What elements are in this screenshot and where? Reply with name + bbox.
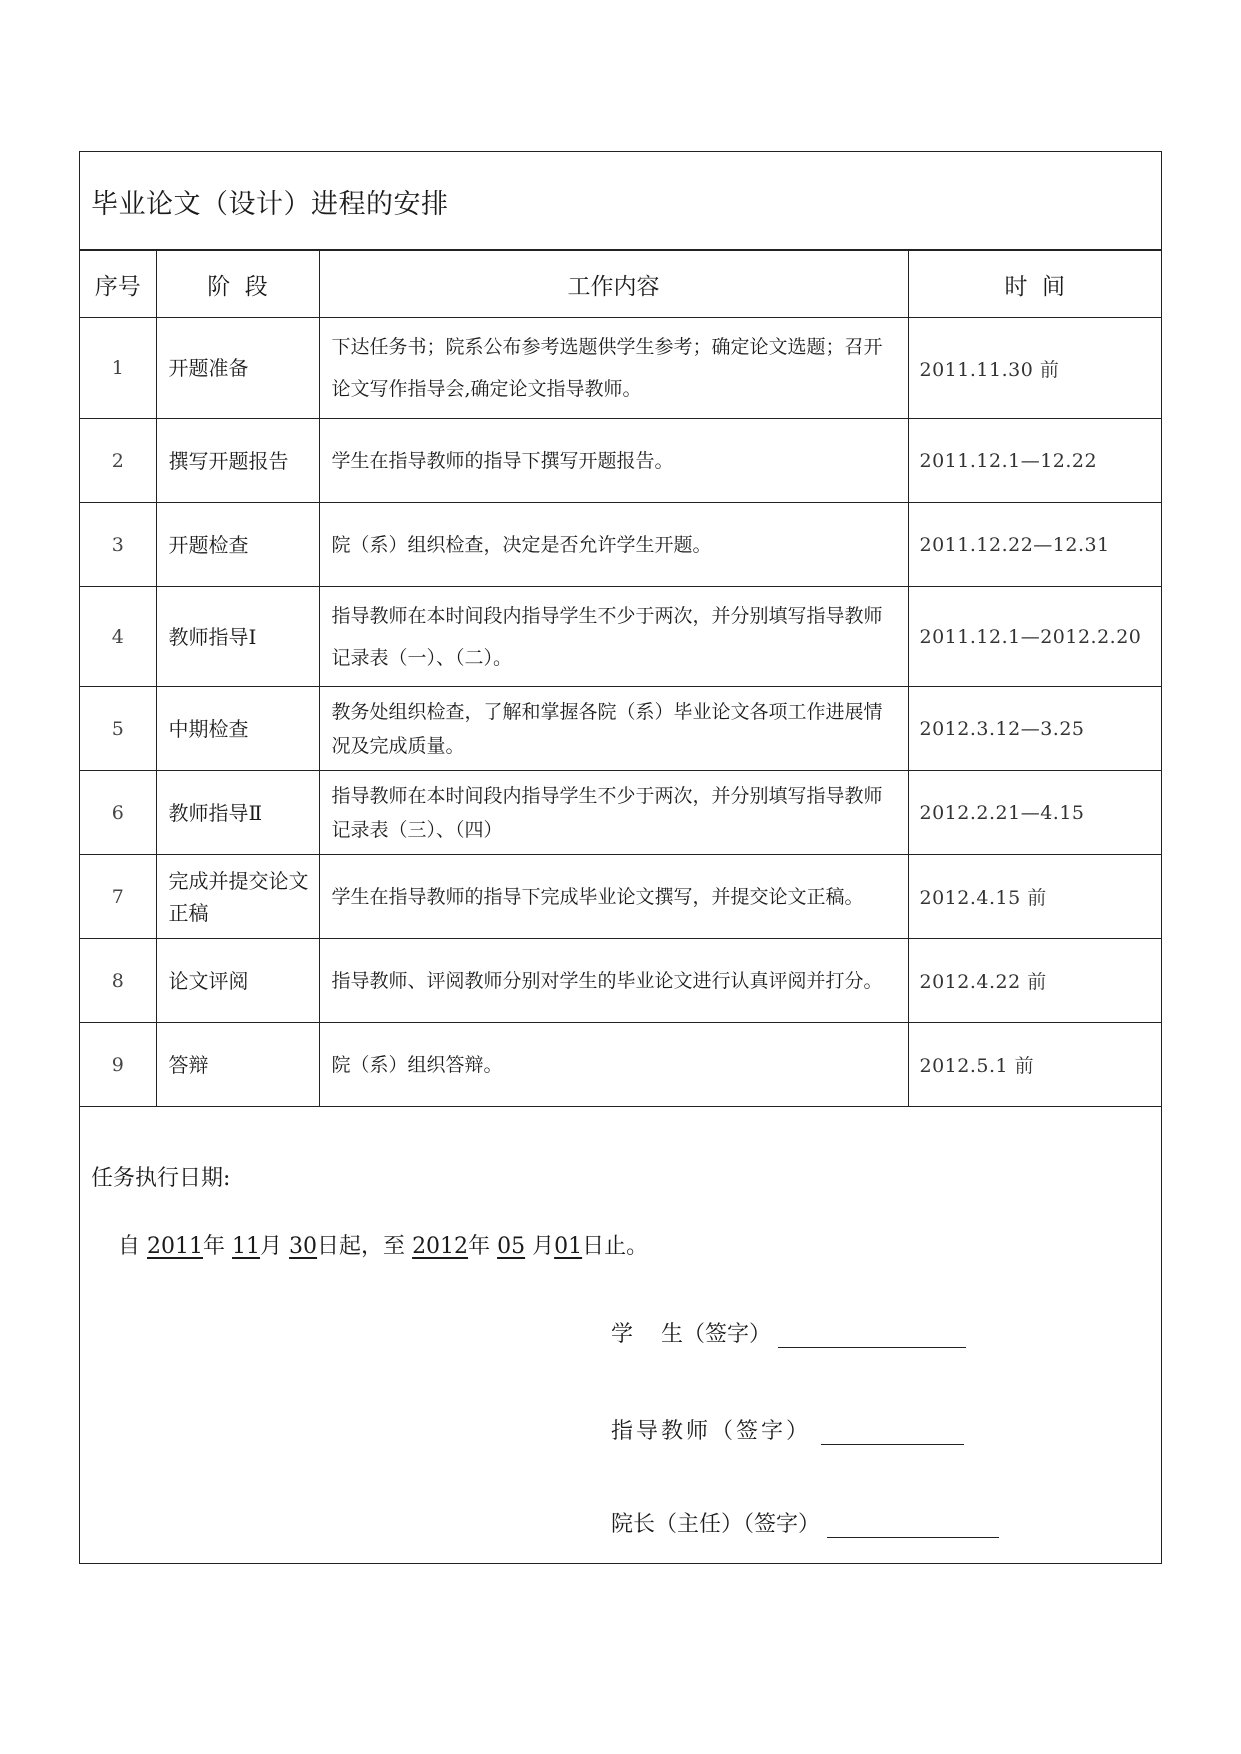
table-row — [80, 318, 1161, 419]
title-row — [80, 152, 1161, 250]
schedule-table — [80, 250, 1161, 1107]
row-work: 院（系）组织答辩。 — [319, 1023, 908, 1107]
row-work: 院（系）组织检查，决定是否允许学生开题。 — [319, 503, 908, 587]
row-stage: 教师指导Ⅰ — [156, 587, 319, 687]
row-number: 6 — [80, 771, 156, 855]
student-signature-line[interactable] — [778, 1323, 966, 1348]
start-month: 11 — [232, 1234, 261, 1259]
student-signature — [611, 1317, 966, 1348]
table-row — [80, 687, 1161, 771]
advisor-signature — [611, 1414, 964, 1445]
header-stage: 阶 段 — [156, 251, 319, 318]
month-char: 月 — [260, 1234, 283, 1259]
row-work: 下达任务书；院系公布参考选题供学生参考；确定论文选题；召开论文写作指导会,确定论文指导教师。 — [319, 318, 908, 419]
row-time: 2012.4.15 前 — [908, 855, 1161, 939]
table-row — [80, 503, 1161, 587]
table-row — [80, 587, 1161, 687]
header-time: 时 间 — [908, 251, 1161, 318]
row-time: 2012.2.21—4.15 — [908, 771, 1161, 855]
dean-signature-label: 院长（主任）（签字） — [611, 1512, 821, 1537]
end-day: 01 — [554, 1234, 583, 1259]
row-work: 指导教师在本时间段内指导学生不少于两次，并分别填写指导教师记录表（三）、（四） — [319, 771, 908, 855]
row-time: 2011.12.1—2012.2.20 — [908, 587, 1161, 687]
student-signature-label: 学 生（签字） — [611, 1322, 771, 1347]
month-char: 月 — [532, 1234, 555, 1259]
header-no: 序号 — [80, 251, 156, 318]
year-char: 年 — [468, 1234, 491, 1259]
start-suffix: 日起，至 — [317, 1234, 406, 1259]
table-row — [80, 855, 1161, 939]
advisor-signature-label: 指导教师（签字） — [611, 1419, 812, 1444]
end-month: 05 — [497, 1234, 526, 1259]
page-title: 毕业论文（设计）进程的安排 — [91, 189, 449, 220]
row-time: 2011.12.1—12.22 — [908, 419, 1161, 503]
row-number: 2 — [80, 419, 156, 503]
advisor-signature-line[interactable] — [821, 1420, 964, 1445]
row-stage: 答辩 — [156, 1023, 319, 1107]
row-number: 4 — [80, 587, 156, 687]
row-work: 学生在指导教师的指导下完成毕业论文撰写，并提交论文正稿。 — [319, 855, 908, 939]
row-number: 3 — [80, 503, 156, 587]
row-work: 指导教师、评阅教师分别对学生的毕业论文进行认真评阅并打分。 — [319, 939, 908, 1023]
row-stage: 教师指导Ⅱ — [156, 771, 319, 855]
row-number: 8 — [80, 939, 156, 1023]
row-work: 教务处组织检查，了解和掌握各院（系）毕业论文各项工作进展情况及完成质量。 — [319, 687, 908, 771]
table-row — [80, 419, 1161, 503]
execution-date-section — [80, 1157, 1161, 1563]
row-time: 2012.4.22 前 — [908, 939, 1161, 1023]
start-year: 2011 — [147, 1234, 204, 1259]
table-row — [80, 939, 1161, 1023]
dean-signature-line[interactable] — [827, 1513, 999, 1538]
dean-signature — [611, 1507, 999, 1538]
row-time: 2012.5.1 前 — [908, 1023, 1161, 1107]
row-stage: 完成并提交论文正稿 — [156, 855, 319, 939]
row-number: 1 — [80, 318, 156, 419]
end-year: 2012 — [412, 1234, 469, 1259]
row-time: 2012.3.12—3.25 — [908, 687, 1161, 771]
header-work: 工作内容 — [319, 251, 908, 318]
date-prefix: 自 — [118, 1234, 141, 1259]
execution-date-label: 任务执行日期: — [91, 1166, 231, 1191]
start-day: 30 — [289, 1234, 318, 1259]
row-work: 学生在指导教师的指导下撰写开题报告。 — [319, 419, 908, 503]
end-suffix: 日止。 — [582, 1234, 649, 1259]
row-number: 5 — [80, 687, 156, 771]
row-stage: 开题检查 — [156, 503, 319, 587]
row-number: 7 — [80, 855, 156, 939]
row-stage: 中期检查 — [156, 687, 319, 771]
year-char: 年 — [203, 1234, 226, 1259]
schedule-form — [79, 151, 1162, 1564]
table-header-row — [80, 251, 1161, 318]
row-number: 9 — [80, 1023, 156, 1107]
row-stage: 撰写开题报告 — [156, 419, 319, 503]
row-stage: 开题准备 — [156, 318, 319, 419]
table-row — [80, 1023, 1161, 1107]
execution-date-range — [118, 1229, 648, 1260]
row-time: 2011.11.30 前 — [908, 318, 1161, 419]
row-stage: 论文评阅 — [156, 939, 319, 1023]
table-row — [80, 771, 1161, 855]
row-work: 指导教师在本时间段内指导学生不少于两次，并分别填写指导教师记录表（一）、（二）。 — [319, 587, 908, 687]
row-time: 2011.12.22—12.31 — [908, 503, 1161, 587]
